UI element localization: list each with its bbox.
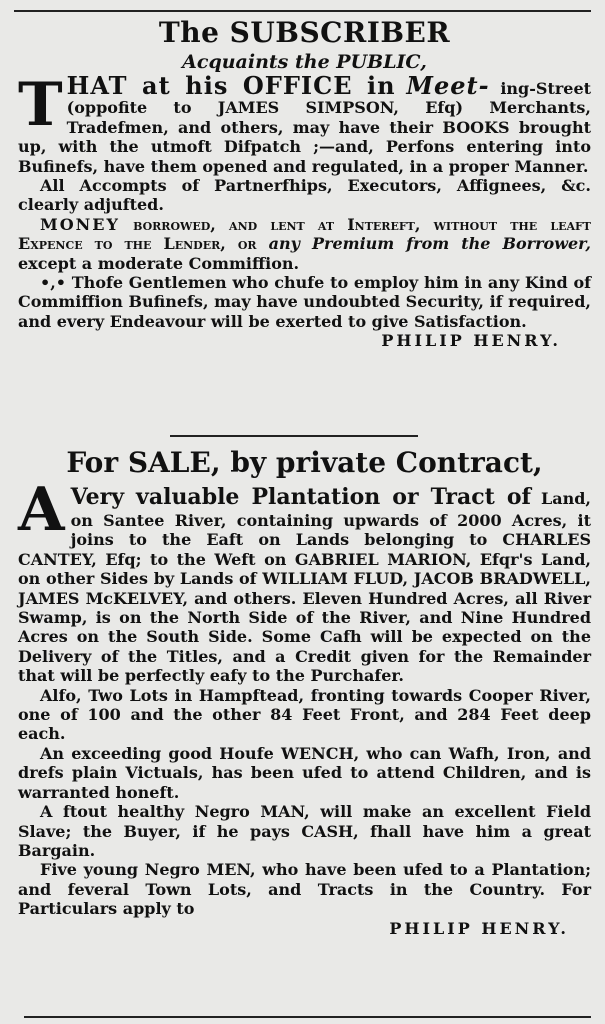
money-text: borrowed, and lent at Intereft, without the leaft Expence to the Lender, or — [18, 214, 591, 254]
plantation-body: Land, on Santee River, containing upwards of 2000 Acres, it joins to the Eaft on Lands belonging to CHARLES CANTEY, Efq; to the Weft on GABRIEL MARION, Efqr's Land, on other Sides by Lands of WILLIAM FLUD, JACOB BRADWELL, JAMES McKELVEY, and others. Eleven Hundred Acres, all River Swamp, is on the North Side of the River, and Nine Hundred Acres on the South Side. Some Cafh will be expected on the Delivery of the Titles, and a Credit given for the Remainder that will be perfectly eafy to the Purchafer. — [18, 489, 591, 686]
subscriber-advertisement — [18, 16, 591, 351]
middle-rule — [170, 435, 418, 437]
man-paragraph: A ftout healthy Negro MAN, will make an excellent Field Slave; the Buyer, if he pays CASH, fhall have him a great Bargain. — [18, 802, 591, 860]
money-paragraph — [18, 215, 591, 273]
lead-big-italic: Meet- — [406, 71, 490, 100]
men-paragraph: Five young Negro MEN, who have been ufed to a Plantation; and feveral Town Lots, and Tracts in the Country. For Particulars apply to — [18, 860, 591, 919]
lead-body: ing-Street (oppofite to JAMES SIMPSON, Efq) Merchants, Tradefmen, and others, may have their BOOKS brought up, with the utmoft Difpatch ;—and, Perfons entering into Bufinefs, have them opened and regulated, in a proper Manner. — [18, 79, 592, 176]
signature: PHILIP HENRY. — [389, 918, 569, 938]
accompts-paragraph: All Accompts of Partnerfhips, Executors, Affignees, &c. clearly adjufted. — [18, 176, 591, 215]
bottom-rule — [24, 1016, 591, 1018]
drop-cap: T — [18, 70, 63, 140]
plantation-paragraph — [18, 475, 591, 686]
lead-big-text: HAT at his OFFICE in — [66, 71, 396, 100]
for-sale-advertisement — [18, 445, 591, 938]
lots-paragraph: Alfo, Two Lots in Hampftead, fronting towards Cooper River, one of 100 and the other 84 Feet Front, and 284 Feet deep each. — [18, 685, 591, 744]
money-end: except a moderate Commiffion. — [18, 253, 300, 273]
wench-paragraph: An exceeding good Houfe WENCH, who can Wafh, Iron, and drefs plain Victuals, has been ufed to attend Children, and is warranted honeft. — [18, 743, 591, 802]
plantation-lead: Very valuable Plantation or Tract of — [70, 484, 531, 510]
ad-lead-paragraph — [18, 70, 592, 176]
money-word: MONEY — [40, 214, 120, 234]
drop-cap: A — [18, 475, 65, 545]
money-italic: any Premium from the Borrower, — [268, 234, 591, 254]
for-sale-heading: For SALE, by private Contract, — [66, 446, 543, 479]
ad-subtitle: Acquaints the PUBLIC, — [182, 51, 427, 73]
top-rule — [14, 10, 591, 12]
signature: PHILIP HENRY. — [381, 331, 561, 351]
gentlemen-paragraph: •,• Thofe Gentlemen who chufe to employ him in any Kind of Commiffion Bufinefs, may have undoubted Security, if required, and every Endeavour will be exerted to give Satisfaction. — [18, 273, 591, 331]
ad-title: The SUBSCRIBER — [158, 16, 451, 49]
